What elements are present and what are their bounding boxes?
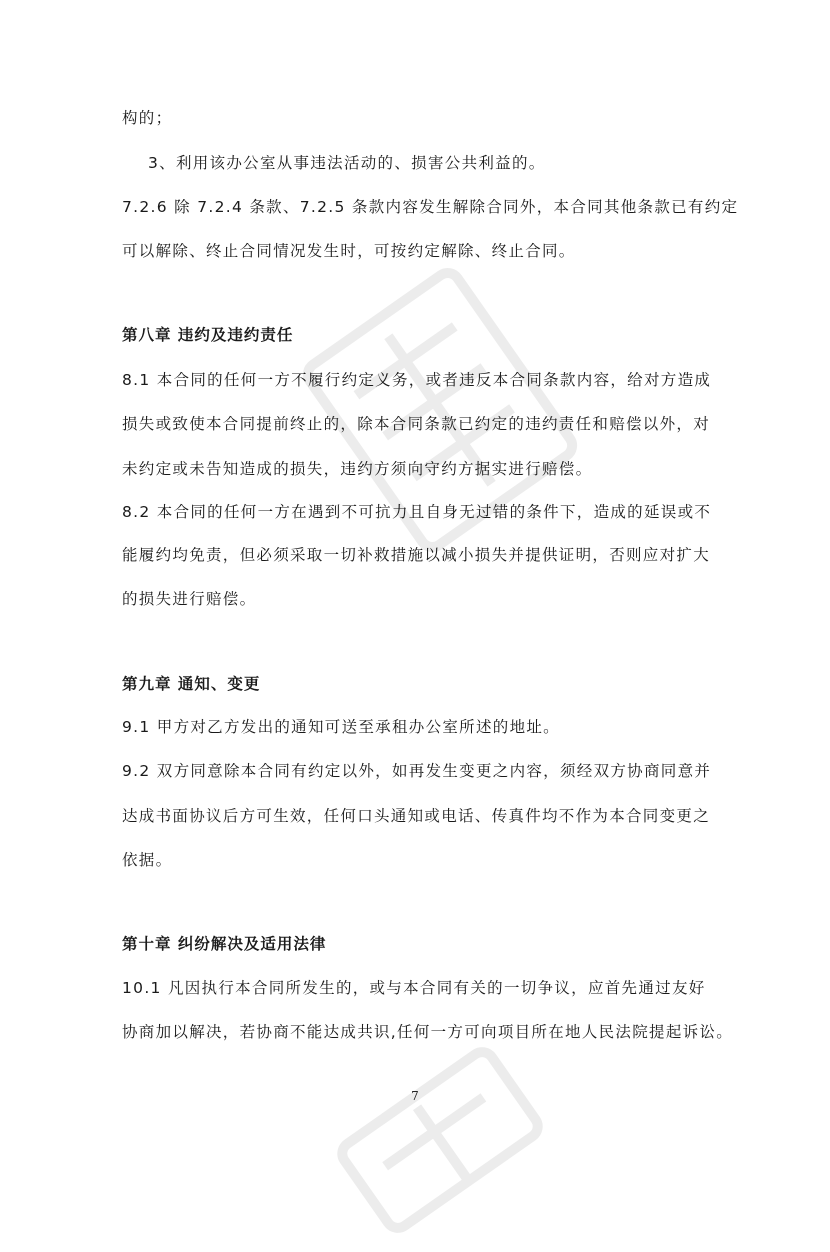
text-line: 的损失进行赔偿。 <box>122 590 257 608</box>
clause-8-1: 8.1 本合同的任何一方不履行约定义务，或者违反本合同条款内容，给对方造成 <box>122 371 712 389</box>
clause-8-2: 8.2 本合同的任何一方在遇到不可抗力且自身无过错的条件下，造成的延误或不 <box>122 503 712 521</box>
chapter-9-heading: 第九章 通知、变更 <box>122 675 261 693</box>
text-line: 依据。 <box>122 851 173 869</box>
page-number: 7 <box>411 1089 419 1103</box>
text-line: 达成书面协议后方可生效，任何口头通知或电话、传真件均不作为本合同变更之 <box>122 807 711 825</box>
chapter-8-heading: 第八章 违约及违约责任 <box>122 326 294 344</box>
text-line: 构的； <box>122 109 173 127</box>
chapter-10-heading: 第十章 纠纷解决及适用法律 <box>122 935 327 953</box>
text-line: 未约定或未告知造成的损失，违约方须向守约方据实进行赔偿。 <box>122 460 593 478</box>
text-line: 可以解除、终止合同情况发生时，可按约定解除、终止合同。 <box>122 242 576 260</box>
clause-10-1: 10.1 凡因执行本合同所发生的，或与本合同有关的一切争议，应首先通过友好 <box>122 979 706 997</box>
clause-9-1: 9.1 甲方对乙方发出的通知可送至承租办公室所述的地址。 <box>122 718 560 736</box>
text-line: 能履约均免责，但必须采取一切补救措施以减小损失并提供证明，否则应对扩大 <box>122 546 711 564</box>
text-line: 损失或致使本合同提前终止的，除本合同条款已约定的违约责任和赔偿以外，对 <box>122 415 711 433</box>
clause-7-2-6: 7.2.6 除 7.2.4 条款、7.2.5 条款内容发生解除合同外，本合同其他条款已有约定 <box>122 198 739 216</box>
clause-9-2: 9.2 双方同意除本合同有约定以外，如再发生变更之内容，须经双方协商同意并 <box>122 762 712 780</box>
text-line: 协商加以解决，若协商不能达成共识,任何一方可向项目所在地人民法院提起诉讼。 <box>122 1023 734 1041</box>
watermark-logo-bottom <box>315 1028 564 1252</box>
list-item-3: 3、利用该办公室从事违法活动的、损害公共利益的。 <box>148 154 546 172</box>
watermark-logo <box>275 240 604 579</box>
